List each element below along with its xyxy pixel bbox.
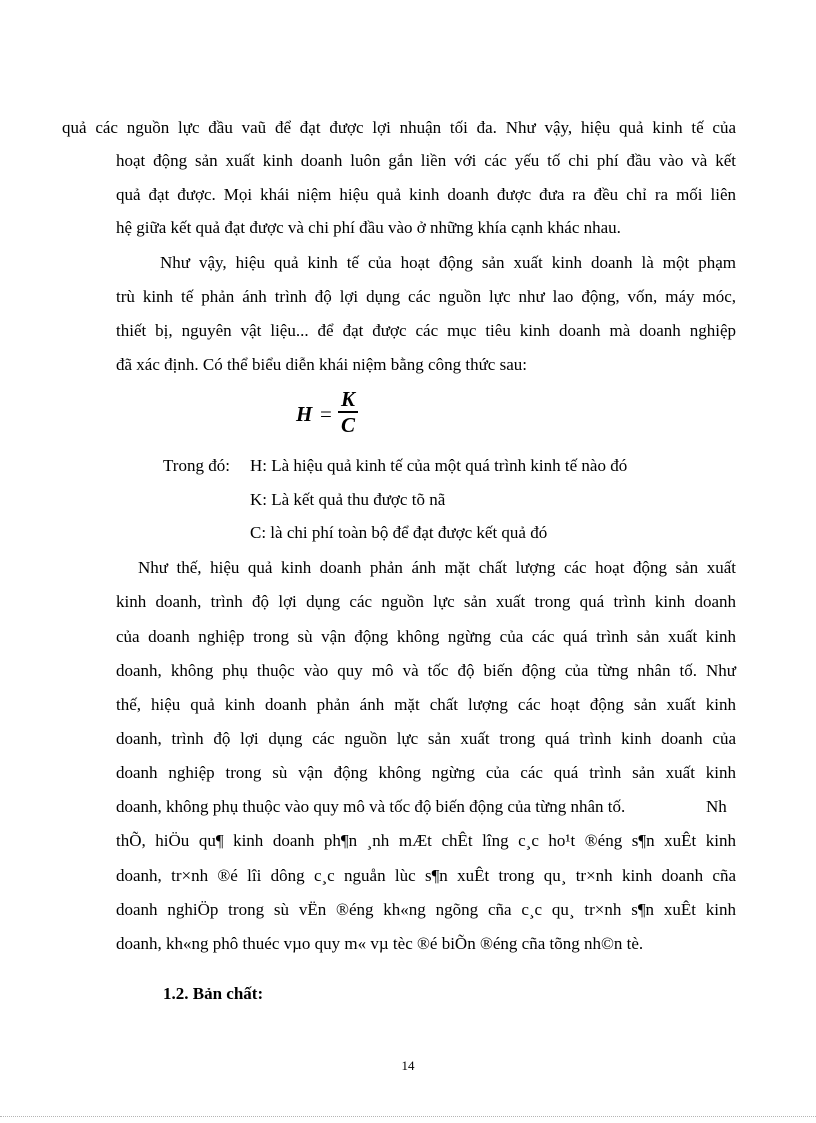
paragraph-line: thế, hiệu quả kinh doanh phản ánh mặt chất lượng các hoạt động sản xuất kinh bbox=[116, 695, 736, 714]
paragraph-line: doanh nghiệp trong sù vận động không ngừng của các quá trình sản xuất kinh bbox=[116, 763, 736, 782]
paragraph-line: doanh, kh«ng phô thuéc vµo quy m« vµ tèc ®é biÕn ®éng cña tõng nh©n tè. bbox=[116, 934, 644, 953]
paragraph-line: của doanh nghiệp trong sù vận động không ngừng của các quá trình sản xuất kinh bbox=[116, 627, 736, 646]
page-number: 14 bbox=[401, 1058, 415, 1073]
definitions-intro: Trong đó: bbox=[163, 456, 230, 475]
formula-denominator: C bbox=[340, 413, 355, 437]
paragraph-line: trù kinh tế phản ánh trình độ lợi dụng các nguồn lực như lao động, vốn, máy móc, bbox=[116, 287, 736, 306]
page-divider bbox=[0, 1116, 816, 1117]
paragraph-line: quả đạt được. Mọi khái niệm hiệu quả kinh doanh được đưa ra đều chỉ ra mối liên bbox=[116, 185, 736, 204]
paragraph-line: thÕ, hiÖu qu¶ kinh doanh ph¶n ¸nh mÆt chÊt lîng c¸c ho¹t ®éng s¶n xuÊt kinh bbox=[116, 831, 736, 850]
paragraph-line: doanh, tr×nh ®é lîi dông c¸c nguån lùc s¶n xuÊt trong qu¸ tr×nh kinh doanh cña bbox=[116, 866, 736, 885]
formula-equals: = bbox=[320, 402, 332, 426]
paragraph-line: kinh doanh, trình độ lợi dụng các nguồn lực sản xuất trong quá trình kinh doanh bbox=[116, 592, 736, 611]
paragraph-line: doanh, trình độ lợi dụng các nguồn lực sản xuất trong quá trình kinh doanh của bbox=[116, 729, 736, 748]
formula-lhs: H bbox=[296, 402, 313, 426]
paragraph-line: quả các nguồn lực đầu vaũ để đạt được lợi nhuận tối đa. Như vậy, hiệu quả kinh tế của bbox=[62, 118, 736, 137]
paragraph-line: thiết bị, nguyên vật liệu... để đạt được các mục tiêu kinh doanh mà doanh nghiệp bbox=[116, 321, 736, 340]
paragraph-line: Như thế, hiệu quả kinh doanh phản ánh mặt chất lượng các hoạt động sản xuất bbox=[138, 558, 736, 577]
paragraph-line: hoạt động sản xuất kinh doanh luôn gắn liền với các yếu tố chi phí đầu vào và kết bbox=[116, 151, 736, 170]
definition-k: K: Là kết quả thu được tõ nã bbox=[250, 490, 446, 509]
paragraph-line: Như vậy, hiệu quả kinh tế của hoạt động sản xuất kinh doanh là một phạm bbox=[160, 253, 736, 272]
formula-fraction bbox=[338, 388, 358, 436]
paragraph-line: hệ giữa kết quả đạt được và chi phí đầu vào ở những khía cạnh khác nhau. bbox=[116, 218, 621, 237]
section-heading: 1.2. Bản chất: bbox=[163, 984, 264, 1003]
paragraph-line: đã xác định. Có thể biểu diễn khái niệm bằng công thức sau: bbox=[116, 355, 527, 374]
paragraph-line: doanh, không phụ thuộc vào quy mô và tốc độ biến động của từng nhân tố. Như bbox=[116, 661, 736, 680]
paragraph-line: doanh, không phụ thuộc vào quy mô và tốc độ biến động của từng nhân tố. bbox=[116, 797, 626, 816]
definition-c: C: là chi phí toàn bộ để đạt được kết quả đó bbox=[250, 523, 548, 542]
paragraph-line: Nh bbox=[706, 797, 727, 816]
definition-h: H: Là hiệu quả kinh tế của một quá trình kinh tế nào đó bbox=[250, 456, 628, 475]
paragraph-line: doanh nghiÖp trong sù vËn ®éng kh«ng ngõng cña c¸c qu¸ tr×nh s¶n xuÊt kinh bbox=[116, 900, 736, 919]
formula-numerator: K bbox=[340, 387, 355, 411]
